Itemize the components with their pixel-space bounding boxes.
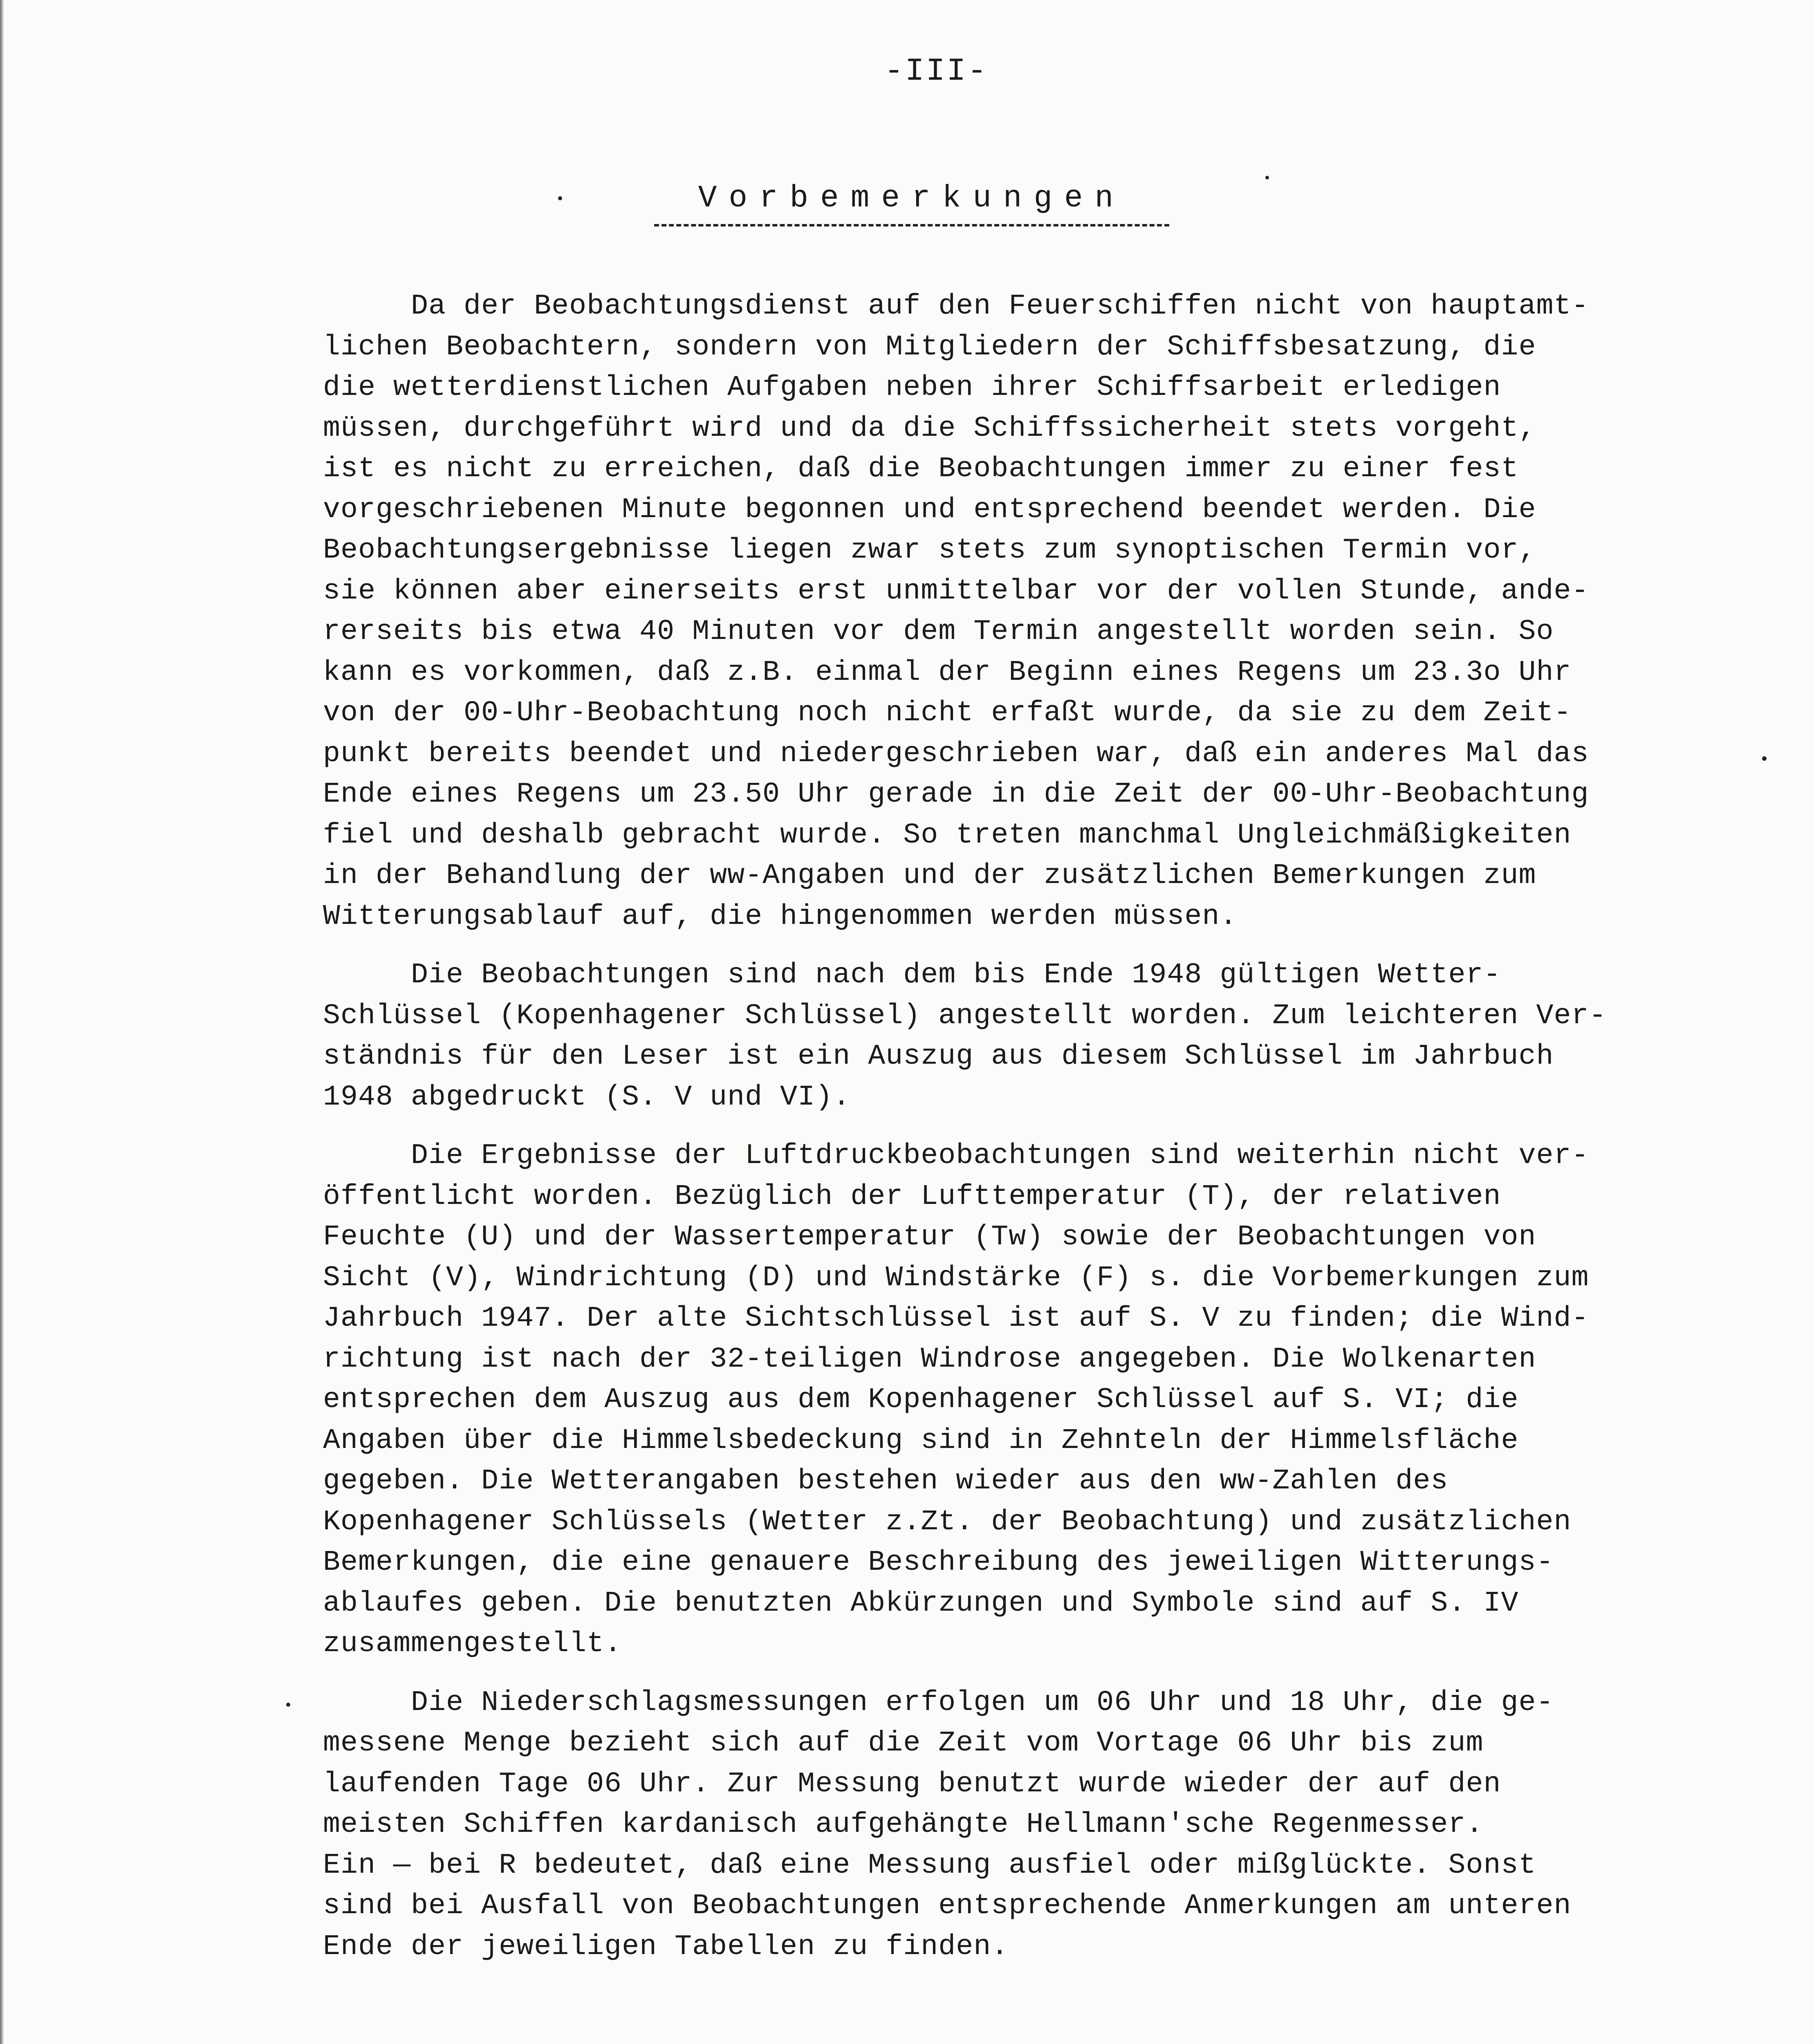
- section-title: Vorbemerkungen: [698, 181, 1126, 216]
- text-line: messene Menge bezieht sich auf die Zeit vom Vortage 06 Uhr bis zum: [323, 1727, 1484, 1759]
- text-line: Ende eines Regens um 23.50 Uhr gerade in die Zeit der 00-Uhr-Beobachtung: [323, 778, 1589, 811]
- title-underline: [654, 224, 1169, 226]
- text-line: sind bei Ausfall von Beobachtungen entsprechende Anmerkungen am unteren: [323, 1890, 1572, 1922]
- text-line: sie können aber einerseits erst unmittelbar vor der vollen Stunde, ande-: [323, 575, 1589, 607]
- scan-speck: [558, 196, 562, 200]
- text-line: Ende der jeweiligen Tabellen zu finden.: [323, 1930, 1009, 1963]
- text-line: müssen, durchgeführt wird und da die Schiffssicherheit stets vorgeht,: [323, 412, 1536, 445]
- text-line: rerseits bis etwa 40 Minuten vor dem Termin angestellt worden sein. So: [323, 616, 1554, 648]
- text-line: 1948 abgedruckt (S. V und VI).: [323, 1081, 851, 1114]
- text-line: Bemerkungen, die eine genauere Beschreibung des jeweiligen Witterungs-: [323, 1546, 1554, 1579]
- text-line: Die Niederschlagsmessungen erfolgen um 06 Uhr und 18 Uhr, die ge-: [323, 1686, 1554, 1719]
- scan-edge-shadow: [0, 0, 4, 2044]
- text-line: Feuchte (U) und der Wassertemperatur (Tw) sowie der Beobachtungen von: [323, 1221, 1536, 1253]
- text-line: kann es vorkommen, daß z.B. einmal der Beginn eines Regens um 23.3o Uhr: [323, 656, 1572, 689]
- text-line: laufenden Tage 06 Uhr. Zur Messung benutzt wurde wieder der auf den: [323, 1768, 1501, 1800]
- text-line: vorgeschriebenen Minute begonnen und entsprechend beendet werden. Die: [323, 493, 1536, 526]
- scan-speck: [286, 1703, 290, 1707]
- text-line: ständnis für den Leser ist ein Auszug aus diesem Schlüssel im Jahrbuch: [323, 1040, 1554, 1073]
- text-line: fiel und deshalb gebracht wurde. So treten manchmal Ungleichmäßigkeiten: [323, 819, 1572, 852]
- text-line: öffentlicht worden. Bezüglich der Lufttemperatur (T), der relativen: [323, 1180, 1501, 1213]
- text-line: richtung ist nach der 32-teiligen Windrose angegeben. Die Wolkenarten: [323, 1343, 1536, 1376]
- text-line: Beobachtungsergebnisse liegen zwar stets zum synoptischen Termin vor,: [323, 534, 1536, 567]
- scan-speck: [1762, 756, 1767, 761]
- body-text: [323, 286, 1607, 1985]
- text-line: meisten Schiffen kardanisch aufgehängte Hellmann'sche Regenmesser.: [323, 1809, 1484, 1841]
- text-line: entsprechen dem Auszug aus dem Kopenhagener Schlüssel auf S. VI; die: [323, 1384, 1519, 1416]
- text-line: Die Beobachtungen sind nach dem bis Ende 1948 gültigen Wetter-: [323, 959, 1501, 991]
- text-line: in der Behandlung der ww-Angaben und der zusätzlichen Bemerkungen zum: [323, 860, 1536, 892]
- paragraph-precipitation: [323, 1683, 1572, 1968]
- text-line: die wetterdienstlichen Aufgaben neben ihrer Schiffsarbeit erledigen: [323, 372, 1501, 404]
- text-line: ablaufes geben. Die benutzten Abkürzungen und Symbole sind auf S. IV: [323, 1587, 1519, 1620]
- text-line: Schlüssel (Kopenhagener Schlüssel) angestellt worden. Zum leichteren Ver-: [323, 1000, 1607, 1032]
- text-line: lichen Beobachtern, sondern von Mitgliedern der Schiffsbesatzung, die: [323, 331, 1536, 363]
- text-line: Jahrbuch 1947. Der alte Sichtschlüssel ist auf S. V zu finden; die Wind-: [323, 1302, 1589, 1335]
- text-line: Sicht (V), Windrichtung (D) und Windstärke (F) s. die Vorbemerkungen zum: [323, 1262, 1589, 1294]
- page-number: -III-: [884, 54, 989, 90]
- scan-speck: [1265, 176, 1269, 179]
- text-line: Witterungsablauf auf, die hingenommen werden müssen.: [323, 900, 1238, 933]
- text-line: von der 00-Uhr-Beobachtung noch nicht erfaßt wurde, da sie zu dem Zeit-: [323, 697, 1572, 729]
- text-line: Angaben über die Himmelsbedeckung sind in Zehnteln der Himmelsfläche: [323, 1424, 1519, 1457]
- text-line: zusammengestellt.: [323, 1628, 622, 1660]
- text-line: Ein — bei R bedeutet, daß eine Messung ausfiel oder mißglückte. Sonst: [323, 1849, 1536, 1882]
- text-line: Die Ergebnisse der Luftdruckbeobachtungen sind weiterhin nicht ver-: [323, 1140, 1589, 1172]
- text-line: gegeben. Die Wetterangaben bestehen wieder aus den ww-Zahlen des: [323, 1465, 1449, 1497]
- text-line: Da der Beobachtungsdienst auf den Feuerschiffen nicht von hauptamt-: [323, 290, 1589, 323]
- text-line: Kopenhagener Schlüssels (Wetter z.Zt. der Beobachtung) und zusätzlichen: [323, 1506, 1572, 1538]
- text-line: punkt bereits beendet und niedergeschrieben war, daß ein anderes Mal das: [323, 737, 1589, 770]
- paragraph-observation-timing: [323, 286, 1589, 937]
- paragraph-weather-code: [323, 955, 1607, 1118]
- paragraph-observation-results: [323, 1136, 1589, 1665]
- text-line: ist es nicht zu erreichen, daß die Beobachtungen immer zu einer fest: [323, 453, 1519, 485]
